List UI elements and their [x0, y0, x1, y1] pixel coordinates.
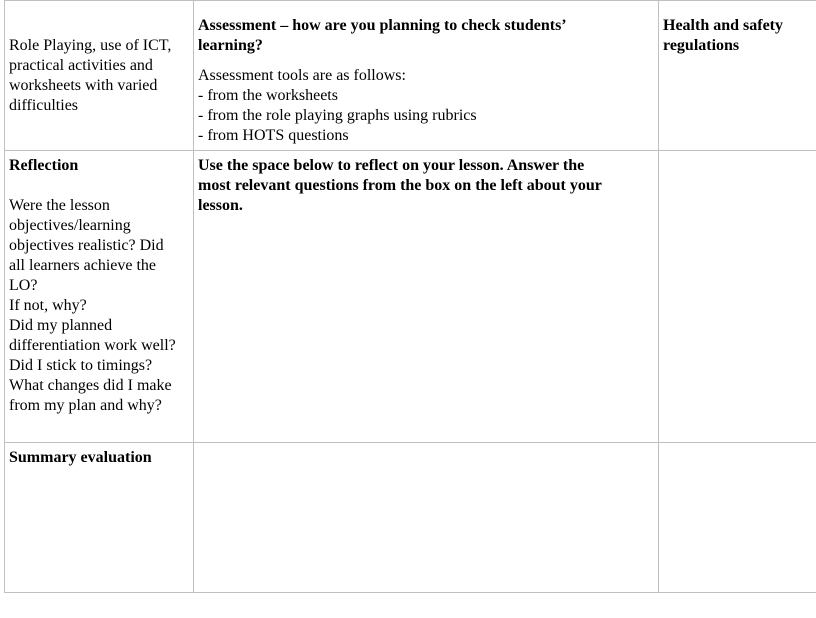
reflection-question: objectives/learning	[9, 217, 131, 234]
reflection-question: objectives realistic? Did	[9, 237, 164, 254]
summary-cell	[5, 443, 194, 593]
reflection-heading: Reflection	[9, 157, 79, 174]
assessment-intro: Assessment tools are as follows:	[198, 67, 406, 84]
reflection-question: differentiation work well?	[9, 337, 176, 354]
table-row-summary	[5, 443, 816, 593]
assessment-heading-line: Assessment – how are you planning to check students’	[198, 17, 567, 34]
reflection-response-cell[interactable]	[194, 151, 659, 443]
reflection-prompt-line: Use the space below to reflect on your lesson. Answer the	[198, 157, 585, 174]
reflection-cell	[5, 151, 194, 443]
assessment-cell	[194, 1, 659, 151]
reflection-prompt-line: lesson.	[198, 197, 243, 214]
reflection-question: Did I stick to timings?	[9, 357, 153, 374]
reflection-question: What changes did I make	[9, 377, 172, 394]
reflection-empty-cell	[659, 151, 816, 443]
health-safety-cell	[659, 1, 816, 151]
assessment-item: - from the role playing graphs using rubrics	[198, 107, 477, 124]
resources-line: difficulties	[9, 97, 79, 114]
table-row-methods	[5, 1, 816, 151]
summary-heading: Summary evaluation	[9, 449, 152, 466]
reflection-question: all learners achieve the	[9, 257, 157, 274]
reflection-question: Did my planned	[9, 317, 113, 334]
reflection-question: If not, why?	[9, 297, 87, 314]
table-row-reflection	[5, 151, 816, 443]
reflection-question: Were the lesson	[9, 197, 110, 214]
health-safety-heading: Health and safety	[663, 17, 783, 34]
assessment-heading-line: learning?	[198, 37, 263, 54]
resources-cell	[5, 1, 194, 151]
reflection-question: from my plan and why?	[9, 397, 162, 414]
assessment-item: - from the worksheets	[198, 87, 338, 104]
summary-response-cell[interactable]	[194, 443, 659, 593]
resources-line: Role Playing, use of ICT,	[9, 37, 172, 54]
assessment-item: - from HOTS questions	[198, 127, 349, 144]
resources-line: worksheets with varied	[9, 77, 158, 94]
resources-line: practical activities and	[9, 57, 153, 74]
reflection-question: LO?	[9, 277, 38, 294]
reflection-prompt-line: most relevant questions from the box on the left about your	[198, 177, 602, 194]
health-safety-heading: regulations	[663, 37, 740, 54]
lesson-plan-table	[4, 0, 816, 593]
summary-empty-cell	[659, 443, 816, 593]
